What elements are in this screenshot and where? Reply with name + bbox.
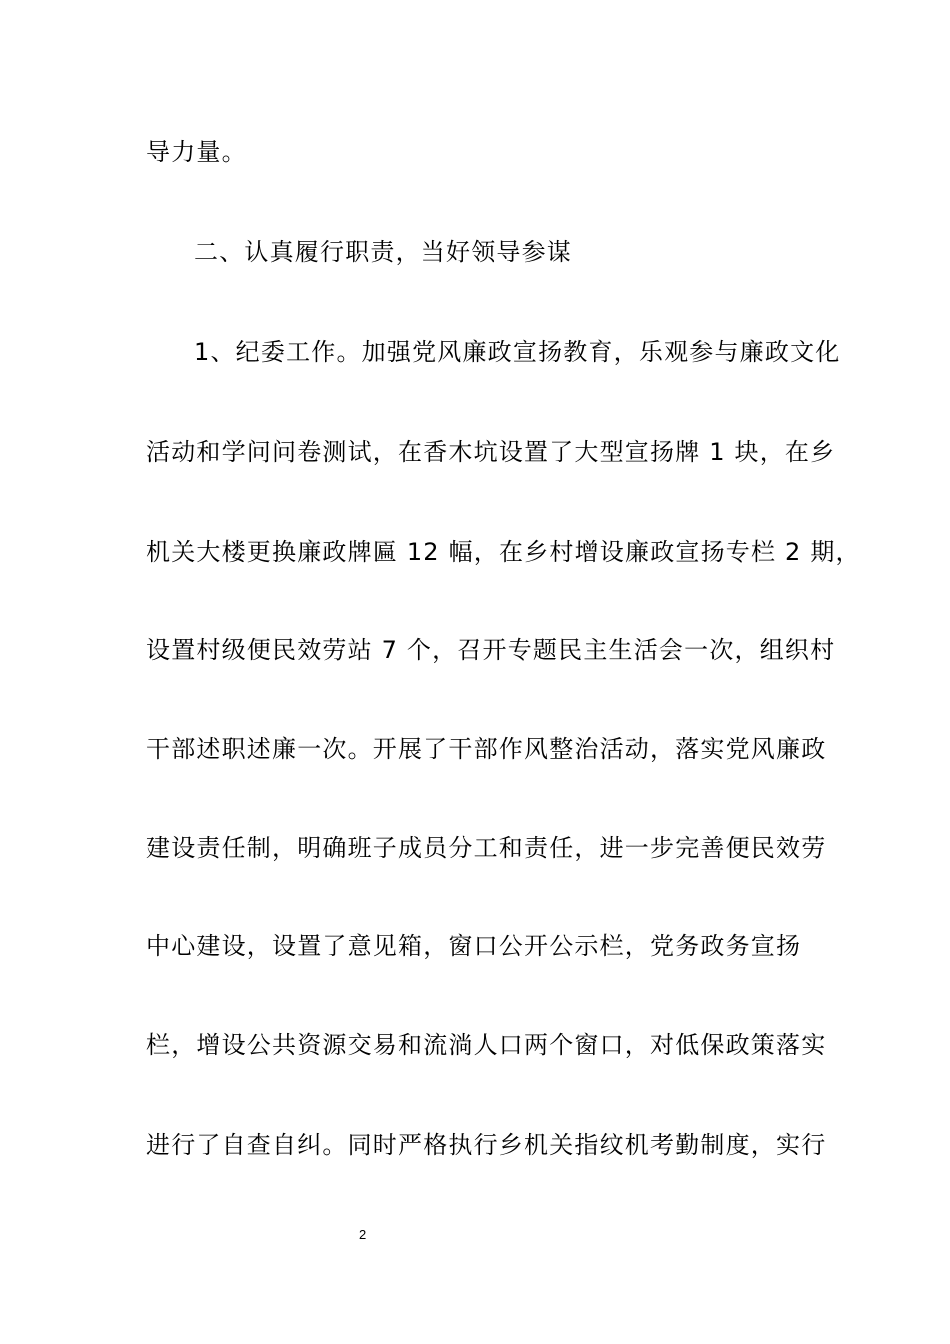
text-line-4: 活动和学问问卷测试，在香木坑设置了大型宣扬牌 1 块，在乡 — [146, 438, 836, 466]
text-line-1: 导力量。 — [146, 138, 247, 166]
page-number: 2 — [359, 1227, 367, 1242]
section-heading: 二、认真履行职责，当好领导参谋 — [194, 238, 572, 266]
text-line-8: 建设责任制，明确班子成员分工和责任，进一步完善便民效劳 — [146, 834, 827, 862]
text-line-9: 中心建设，设置了意见箱，窗口公开公示栏，党务政务宣扬 — [146, 932, 802, 960]
text-line-5: 机关大楼更换廉政牌匾 12 幅，在乡村增设廉政宣扬专栏 2 期， — [146, 538, 861, 566]
text-line-6: 设置村级便民效劳站 7 个，召开专题民主生活会一次，组织村 — [146, 636, 836, 664]
text-line-10: 栏，增设公共资源交易和流淌人口两个窗口，对低保政策落实 — [146, 1031, 827, 1059]
text-line-3: 1、纪委工作。加强党风廉政宣扬教育，乐观参与廉政文化 — [194, 338, 841, 366]
text-line-11: 进行了自查自纠。同时严格执行乡机关指纹机考勤制度，实行 — [146, 1131, 827, 1159]
text-line-7: 干部述职述廉一次。开展了干部作风整治活动，落实党风廉政 — [146, 735, 827, 763]
